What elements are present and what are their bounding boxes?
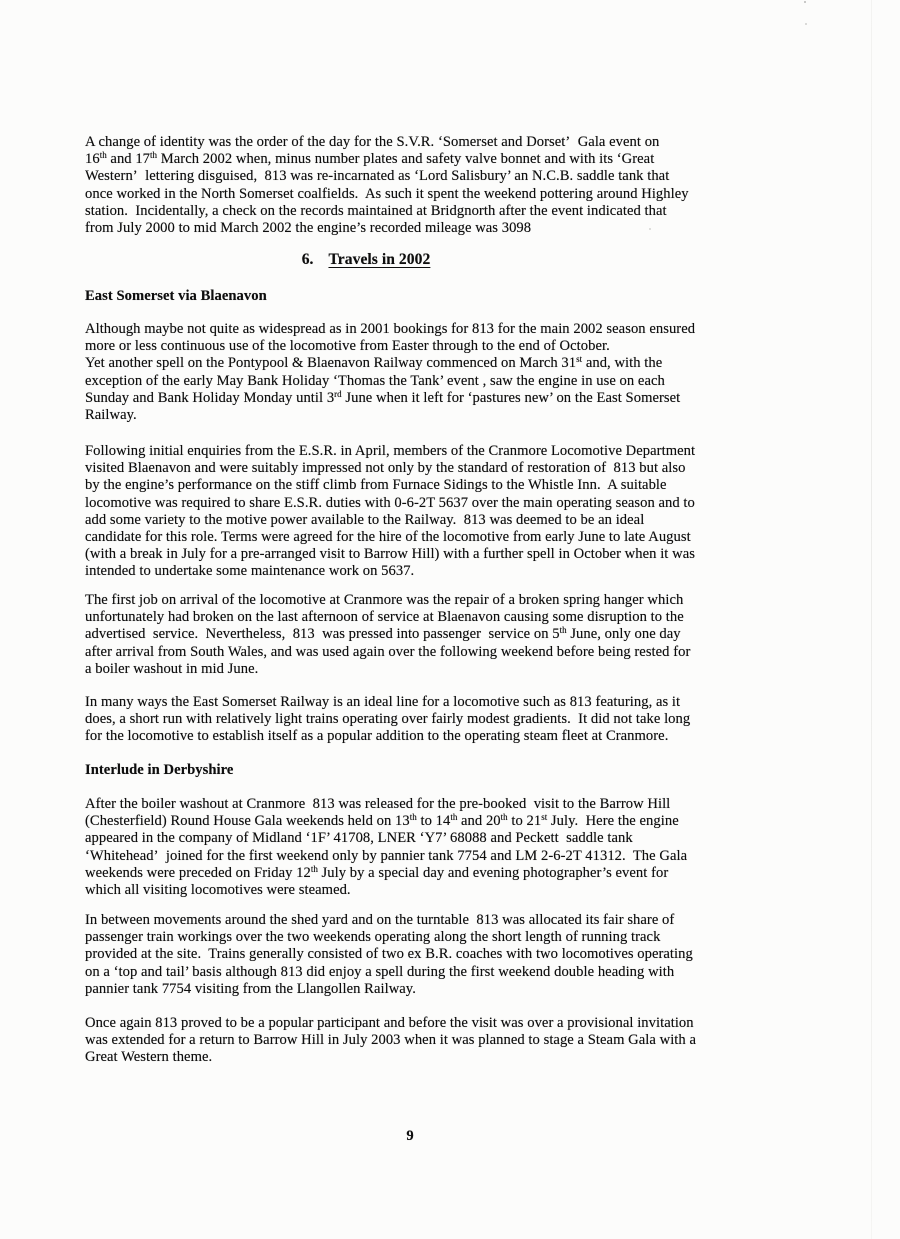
text-line: 16th and 17th March 2002 when, minus number plates and safety valve bonnet and with its ‘Great [85, 150, 655, 168]
text-line: Great Western theme. [85, 1049, 213, 1066]
text-line: Western’ lettering disguised, 813 was re-incarnated as ‘Lord Salisbury’ an N.C.B. saddle tank that [85, 168, 670, 185]
paragraph [85, 1015, 725, 1067]
scan-speck [805, 23, 807, 25]
text-line: on a ‘top and tail’ basis although 813 did enjoy a spell during the first weekend double heading with [85, 963, 675, 980]
chapter-title: Travels in 2002 [328, 251, 431, 268]
text-line: A change of identity was the order of the day for the S.V.R. ‘Somerset and Dorset’ Gala event on [85, 134, 660, 150]
text-line: The first job on arrival of the locomotive at Cranmore was the repair of a broken spring hanger which [85, 592, 684, 608]
text-line: unfortunately had broken on the last afternoon of service at Blaenavon causing some disruption to the [85, 609, 684, 626]
text-line: advertised service. Nevertheless, 813 was pressed into passenger service on 5th June, only one day [85, 625, 681, 643]
text-line: Railway. [85, 406, 137, 423]
text-line: a boiler washout in mid June. [85, 660, 259, 677]
paragraph [85, 443, 725, 581]
text-line: ‘Whitehead’ joined for the first weekend only by pannier tank 7754 and LM 2-6-2T 41312. The Gala [85, 847, 688, 864]
text-line: add some variety to the motive power available to the Railway. 813 was deemed to be an ideal [85, 511, 645, 528]
text-line: for the locomotive to establish itself as a popular addition to the operating steam fleet at Cranmore. [85, 728, 669, 745]
text-line: exception of the early May Bank Holiday ‘Thomas the Tank’ event , saw the engine in use on each [85, 372, 665, 389]
scan-speck [804, 1, 806, 3]
text-line: Once again 813 proved to be a popular participant and before the visit was over a provisional invitation [85, 1015, 694, 1031]
text-line: In many ways the East Somerset Railway is an ideal line for a locomotive such as 813 featuring, as it [85, 694, 681, 710]
text-line: station. Incidentally, a check on the records maintained at Bridgnorth after the event indicated that [85, 202, 667, 219]
text-line: visited Blaenavon and were suitably impressed not only by the standard of restoration of 813 but also [85, 460, 686, 477]
text-line: by the engine’s performance on the stiff climb from Furnace Sidings to the Whistle Inn. A suitable [85, 477, 667, 494]
section-heading-interlude-derbyshire: Interlude in Derbyshire [85, 762, 234, 778]
text-line: does, a short run with relatively light trains operating over fairly modest gradients. It did not take long [85, 711, 691, 728]
paragraph [85, 912, 725, 998]
text-line: more or less continuous use of the locomotive from Easter through to the end of October. [85, 338, 610, 355]
text-line: appeared in the company of Midland ‘1F’ 41708, LNER ‘Y7’ 68088 and Peckett saddle tank [85, 830, 633, 847]
text-line: was extended for a return to Barrow Hill in July 2003 when it was planned to stage a Steam Gala with a [85, 1032, 696, 1049]
text-line: candidate for this role. Terms were agreed for the hire of the locomotive from early June to late August [85, 528, 691, 545]
text-line: passenger train workings over the two weekends operating along the short length of running track [85, 929, 661, 946]
paragraph [85, 592, 725, 678]
text-line: weekends were preceded on Friday 12th July by a special day and evening photographer’s event for [85, 863, 669, 881]
text-line: pannier tank 7754 visiting from the Llangollen Railway. [85, 980, 416, 997]
text-line: (with a break in July for a pre-arranged visit to Barrow Hill) with a further spell in October when it was [85, 546, 695, 563]
text-line: intended to undertake some maintenance work on 5637. [85, 563, 415, 580]
text-line: In between movements around the shed yard and on the turntable 813 was allocated its fair share of [85, 912, 675, 928]
text-line: Sunday and Bank Holiday Monday until 3rd June when it left for ‘pastures new’ on the East Somerset [85, 388, 681, 406]
scan-speck [649, 228, 651, 230]
text-line: Yet another spell on the Pontypool & Blaenavon Railway commenced on March 31st and, with the [85, 354, 663, 372]
paragraph-intro [85, 134, 725, 237]
text-line: After the boiler washout at Cranmore 813 was released for the pre-booked visit to the Barrow Hill [85, 796, 671, 812]
text-line: from July 2000 to mid March 2002 the engine’s recorded mileage was 3098 [85, 219, 532, 236]
text-line: once worked in the North Somerset coalfields. As such it spent the weekend pottering around Highley [85, 185, 689, 202]
chapter-number: 6. [301, 251, 314, 268]
paragraph [85, 796, 725, 899]
scan-fold-line [871, 0, 872, 1239]
text-line: Although maybe not quite as widespread as in 2001 bookings for 813 for the main 2002 season ensured [85, 321, 696, 337]
chapter-heading [85, 251, 647, 268]
section-heading-east-somerset: East Somerset via Blaenavon [85, 288, 267, 304]
text-line: Following initial enquiries from the E.S.R. in April, members of the Cranmore Locomotive Department [85, 443, 696, 459]
text-line: locomotive was required to share E.S.R. duties with 0-6-2T 5637 over the main operating season and to [85, 494, 695, 511]
text-line: which all visiting locomotives were steamed. [85, 881, 351, 898]
text-line: (Chesterfield) Round House Gala weekends held on 13th to 14th and 20th to 21st July. Here the engine [85, 812, 679, 830]
text-line: provided at the site. Trains generally consisted of two ex B.R. coaches with two locomotives operating [85, 946, 693, 963]
text-line: after arrival from South Wales, and was used again over the following weekend before being rested for [85, 643, 691, 660]
paragraph [85, 694, 725, 746]
page-number: 9 [406, 1128, 414, 1144]
paragraph [85, 321, 725, 424]
